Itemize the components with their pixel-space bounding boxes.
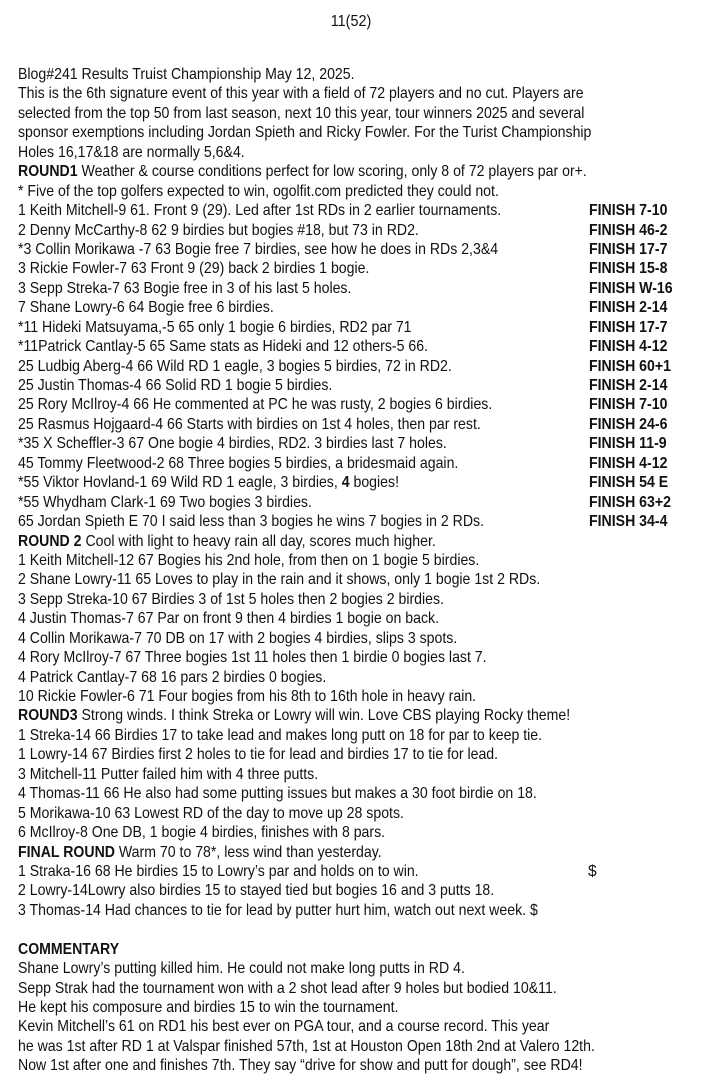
round2-row: 2 Shane Lowry-11 65 Loves to play in the rain and it shows, only 1 bogie 1st 2 RDs. [18,571,541,589]
round1-row: *35 X Scheffler-3 67 One bogie 4 birdies, RD2. 3 birdies last 7 holes. FINISH 11-9 [18,435,667,453]
commentary-line: he was 1st after RD 1 at Valspar finished 57th, 1st at Houston Open 18th 2nd at Valero 12th. [18,1037,595,1055]
round1-row: *55 Viktor Hovland-1 69 Wild RD 1 eagle, 3 birdies, 4 bogies! FINISH 54 E [18,474,669,492]
round3-heading: ROUND3 Strong winds. I think Streka or Lowry will win. Love CBS playing Rocky theme! [18,707,571,725]
commentary-line: He kept his composure and birdies 15 to win the tournament. [18,999,399,1016]
round1-row: 1 Keith Mitchell-9 61. Front 9 (29). Led after 1st RDs in 2 earlier tournaments. FINISH 7-10 [18,202,668,220]
round2-row: 4 Patrick Cantlay-7 68 16 pars 2 birdies 0 bogies. [18,668,327,686]
round1-row: 3 Rickie Fowler-7 63 Front 9 (29) back 2 birdies 1 bogie. FINISH 15-8 [18,260,668,278]
commentary-line: Sepp Strak had the tournament won with a 2 shot lead after 9 holes but bodied 10&11. [18,979,557,997]
round2-row: 3 Sepp Streka-10 67 Birdies 3 of 1st 5 holes then 2 bogies 2 birdies. [18,590,445,608]
commentary-line: Now 1st after one and finishes 7th. They say “drive for show and putt for dough”, see RD4! [18,1057,583,1075]
commentary-line: Kevin Mitchell’s 61 on RD1 his best ever on PGA tour, and a course record. This year [18,1018,550,1036]
round1-row: 45 Tommy Fleetwood-2 68 Three bogies 5 birdies, a bridesmaid again. FINISH 4-12 [18,454,668,472]
finish-label: FINISH 4-12 [589,454,668,472]
finish-label: FINISH 7-10 [589,396,668,414]
final-round-row: 1 Straka-16 68 He birdies 15 to Lowry’s par and holds on to win. $ [18,862,597,880]
commentary-line: Shane Lowry’s putting killed him. He could not make long putts in RD 4. [18,960,465,978]
round1-heading: ROUND1 Weather & course conditions perfect for low scoring, only 8 of 72 players par or+. [18,163,587,181]
round3-row: 1 Streka-14 66 Birdies 17 to take lead and makes long putt on 18 for par to keep tie. [18,726,543,744]
finish-label: FINISH 17-7 [589,318,668,336]
round1-row: 65 Jordan Spieth E 70 I said less than 3 bogies he wins 7 bogies in 2 RDs. FINISH 34-4 [18,513,668,531]
blog-document [18,65,690,1076]
finish-label: FINISH 34-4 [589,513,668,531]
round2-row: 10 Rickie Fowler-6 71 Four bogies from his 8th to 16th hole in heavy rain. [18,688,477,705]
round2-row: 4 Justin Thomas-7 67 Par on front 9 then 4 birdies 1 bogie on back. [18,610,440,628]
round2-row: 1 Keith Mitchell-12 67 Bogies his 2nd hole, from then on 1 bogie 5 birdies. [18,551,480,569]
round1-row: 25 Rasmus Hojgaard-4 66 Starts with birdies on 1st 4 holes, then par rest. FINISH 24-6 [18,415,668,433]
final-round-label: FINAL ROUND [18,843,115,861]
finish-label: FINISH 4-12 [589,338,668,356]
round2-heading: ROUND 2 Cool with light to heavy rain all day, scores much higher. [18,532,436,550]
round1-row: 25 Rory McIlroy-4 66 He commented at PC he was rusty, 2 bogies 6 birdies. FINISH 7-10 [18,396,668,414]
round3-row: 4 Thomas-11 66 He also had some putting issues but makes a 30 foot birdie on 18. [18,785,537,803]
commentary-heading: COMMENTARY [18,940,120,958]
final-round-row: 2 Lowry-14Lowry also birdies 15 to stayed tied but bogies 16 and 3 putts 18. [18,882,495,900]
round2-row: 4 Rory McIlroy-7 67 Three bogies 1st 11 holes then 1 birdie 0 bogies last 7. [18,649,487,667]
round1-row: 3 Sepp Streka-7 63 Bogie free in 3 of his last 5 holes. FINISH W-16 [18,279,673,297]
intro-line: This is the 6th signature event of this year with a field of 72 players and no cut. Players are [18,85,584,103]
intro-line: Holes 16,17&18 are normally 5,6&4. [18,143,245,161]
round1-row: 2 Denny McCarthy-8 62 9 birdies but bogies #18, but 73 in RD2. FINISH 46-2 [18,221,668,239]
finish-label: FINISH 46-2 [589,221,668,239]
finish-label: FINISH 17-7 [589,240,668,258]
round2-label: ROUND 2 [18,532,82,550]
round1-row: *3 Collin Morikawa -7 63 Bogie free 7 birdies, see how he does in RDs 2,3&4 FINISH 17-7 [18,240,668,258]
finish-label: FINISH 60+1 [589,357,671,375]
round1-row: *11 Hideki Matsuyama,-5 65 only 1 bogie 6 birdies, RD2 par 71 FINISH 17-7 [18,318,668,336]
spacer [18,920,690,939]
money-mark: $ [588,862,597,880]
round1-row: *55 Whydham Clark-1 69 Two bogies 3 birdies. FINISH 63+2 [18,493,671,511]
round1-row: 7 Shane Lowry-6 64 Bogie free 6 birdies. FINISH 2-14 [18,299,668,317]
finish-label: FINISH 24-6 [589,415,668,433]
round1-row: 25 Ludbig Aberg-4 66 Wild RD 1 eagle, 3 bogies 5 birdies, 72 in RD2. FINISH 60+1 [18,357,671,375]
round1-label: ROUND1 [18,163,78,181]
final-round-row: 3 Thomas-14 Had chances to tie for lead by putter hurt him, watch out next week. $ [18,901,538,919]
round2-row: 4 Collin Morikawa-7 70 DB on 17 with 2 bogies 4 birdies, slips 3 spots. [18,629,458,647]
round1-row: *11Patrick Cantlay-5 65 Same stats as Hideki and 12 others-5 66. FINISH 4-12 [18,338,668,356]
round3-row: 1 Lowry-14 67 Birdies first 2 holes to tie for lead and birdies 17 to tie for lead. [18,746,499,764]
finish-label: FINISH 2-14 [589,299,668,317]
finish-label: FINISH 63+2 [589,493,671,511]
finish-label: FINISH 54 E [589,474,669,492]
finish-label: FINISH 2-14 [589,377,668,394]
blog-title: Blog#241 Results Truist Championship May 12, 2025. [18,66,355,83]
intro-line: sponsor exemptions including Jordan Spieth and Ricky Fowler. For the Turist Championship [18,124,592,142]
finish-label: FINISH 11-9 [589,435,667,453]
intro-line: selected from the top 50 from last season, next 10 this year, tour winners 2025 and several [18,104,585,122]
round1-row: 25 Justin Thomas-4 66 Solid RD 1 bogie 5 birdies. FINISH 2-14 [18,377,668,394]
round3-label: ROUND3 [18,707,78,725]
final-round-heading: FINAL ROUND Warm 70 to 78*, less wind than yesterday. [18,843,382,861]
round3-row: 5 Morikawa-10 63 Lowest RD of the day to move up 28 spots. [18,804,404,822]
finish-label: FINISH 15-8 [589,260,668,278]
round3-row: 3 Mitchell-11 Putter failed him with 4 three putts. [18,765,319,783]
finish-label: FINISH W-16 [589,279,673,297]
round3-row: 6 McIlroy-8 One DB, 1 bogie 4 birdies, finishes with 8 pars. [18,824,386,842]
round1-note: * Five of the top golfers expected to win, ogolfit.com predicted they could not. [18,182,499,200]
finish-label: FINISH 7-10 [589,202,668,220]
page-number: 11(52) [330,13,372,30]
